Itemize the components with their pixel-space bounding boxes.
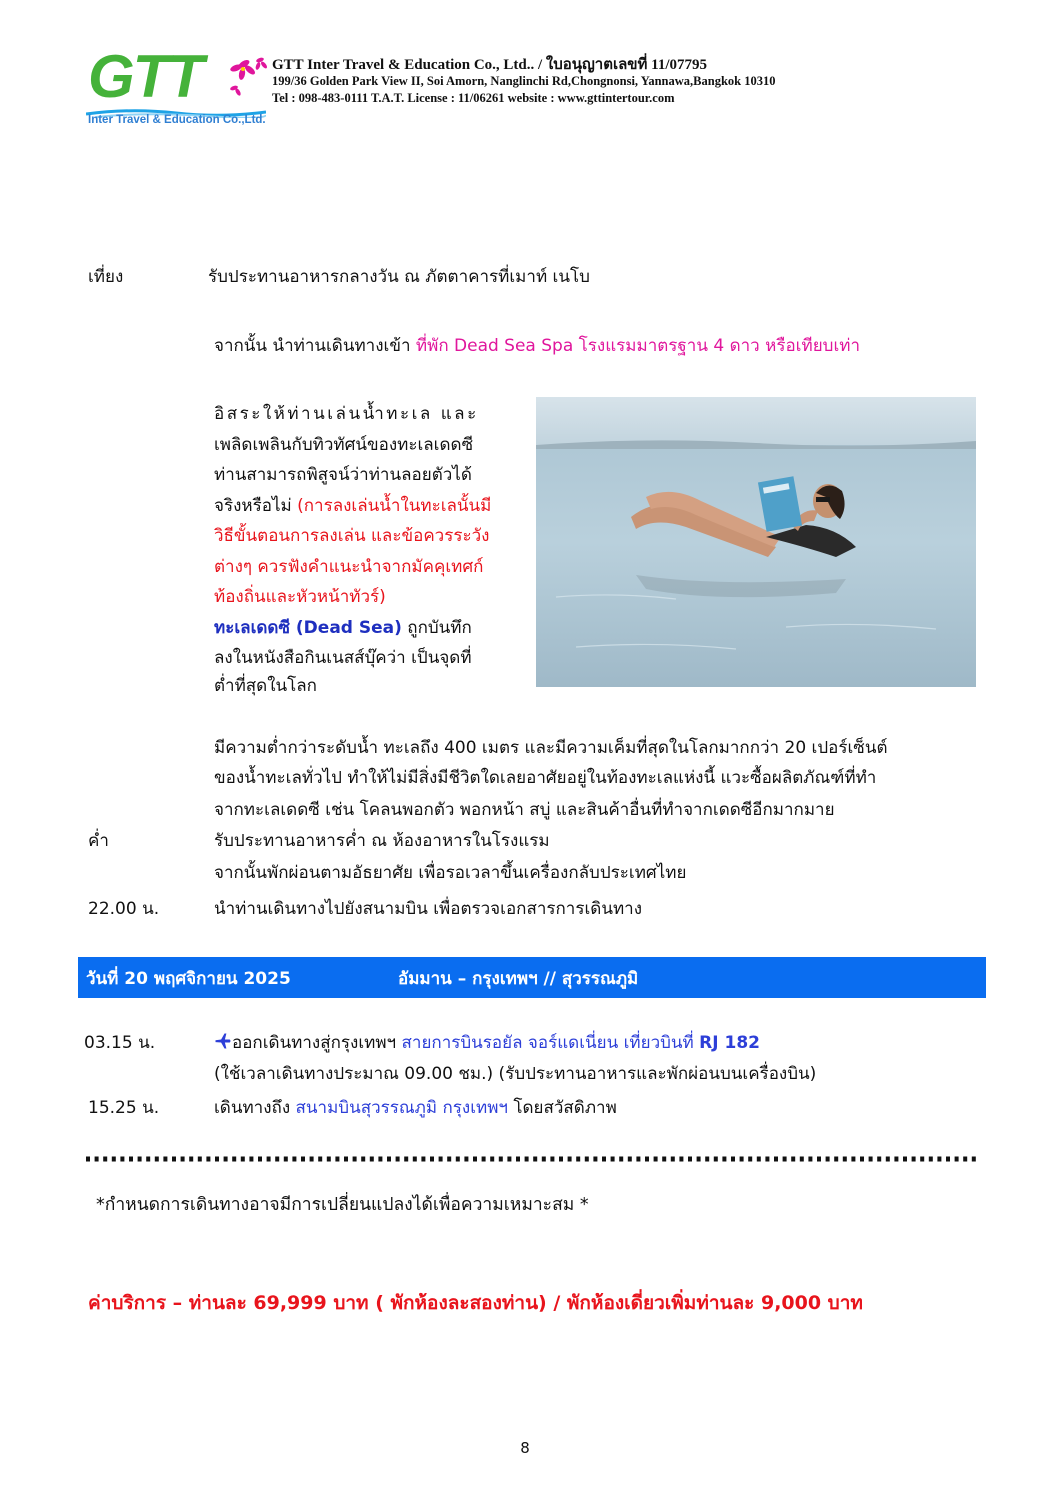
- airline-name: สายการบินรอยัล จอร์แดเนี่ยน เที่ยวบินที่: [401, 1033, 700, 1053]
- dinner-label: ค่ำ: [88, 831, 109, 851]
- duration-note: (ใช้เวลาเดินทางประมาณ 09.00 ชม.) (รับประทานอาหารและพักผ่อนบนเครื่องบิน): [214, 1064, 817, 1084]
- banner-date: วันที่ 20 พฤศจิกายน 2025: [86, 969, 291, 989]
- dinner-text: รับประทานอาหารค่ำ ณ ห้องอาหารในโรงแรม: [214, 831, 550, 851]
- company-name: GTT Inter Travel & Education Co., Ltd.. / ใบอนุญาตเลขที่ 11/07795: [272, 57, 708, 73]
- flight-number: RJ 182: [699, 1033, 760, 1053]
- banner-route: อัมมาน – กรุงเทพฯ // สุวรรณภูมิ: [398, 969, 639, 989]
- dotted-separator: [86, 1154, 980, 1164]
- para-line: ลงในหนังสือกินเนสส์บุ๊คว่า เป็นจุดที่: [214, 648, 472, 668]
- hotel-prefix: จากนั้น นำท่านเดินทางเข้า: [214, 336, 416, 356]
- dead-sea-photo: [536, 397, 976, 687]
- orchid-flower-icon: [214, 52, 272, 98]
- schedule-note: *กำหนดการเดินทางอาจมีการเปลี่ยนแปลงได้เพื่อความเหมาะสม *: [96, 1195, 589, 1215]
- airplane-icon: [214, 1032, 232, 1050]
- depart-prefix: ออกเดินทางสู่กรุงเทพฯ: [232, 1033, 402, 1053]
- logo-subtitle: Inter Travel & Education Co.,Ltd.: [88, 114, 266, 126]
- deadsea-title: ทะเลเดดซี (Dead Sea): [214, 617, 402, 638]
- lunch-label: เที่ยง: [88, 267, 124, 287]
- hotel-highlight: ที่พัก Dead Sea Spa โรงแรมมาตรฐาน 4 ดาว หรือเทียบเท่า: [415, 336, 861, 356]
- para-line: ต่ำที่สุดในโลก: [214, 675, 317, 696]
- para-line: อิสระให้ท่านเล่นน้ำทะเล และ: [214, 404, 479, 424]
- dinner-after: จากนั้นพักผ่อนตามอัธยาศัย เพื่อรอเวลาขึ้นเครื่องกลับประเทศไทย: [214, 863, 687, 883]
- page-number: 8: [520, 1439, 530, 1457]
- time-1525: 15.25 น.: [88, 1098, 160, 1118]
- deadsea-title-line: [214, 613, 524, 644]
- warning-line: ท้องถิ่นและหัวหน้าทัวร์): [214, 587, 386, 607]
- deadsea-full-line: ของน้ำทะเลทั่วไป ทำให้ไม่มีสิ่งมีชีวิตใดเลยอาศัยอยู่ในท้องทะเลแห่งนี้ แวะซื้อผลิตภัณฑ์ที่ทำ: [214, 768, 877, 788]
- dead-sea-paragraph: [214, 399, 524, 698]
- arrive-prefix: เดินทางถึง: [214, 1098, 296, 1118]
- warning-start: (การลงเล่นน้ำในทะเลนั้นมี: [297, 495, 492, 516]
- warning-line: ต่างๆ ควรฟังคำแนะนำจากมัคคุเทศก์: [214, 556, 484, 577]
- company-contact: Tel : 098-483-0111 T.A.T. License : 11/06261 website : www.gttintertour.com: [272, 91, 675, 105]
- time-2200: 22.00 น.: [88, 899, 160, 919]
- arrival-line: [214, 1095, 617, 1121]
- day-banner: [78, 957, 986, 998]
- para-line4-plain: จริงหรือไม่: [214, 495, 298, 516]
- para-line: ท่านสามารถพิสูจน์ว่าท่านลอยตัวได้: [214, 465, 472, 485]
- company-address: 199/36 Golden Park View II, Soi Amorn, Nanglinchi Rd,Chongnonsi, Yannawa,Bangkok 10310: [272, 74, 776, 88]
- para-line: เพลิดเพลินกับทิวทัศน์ของทะเลเดดซี: [214, 434, 474, 455]
- deadsea-full-line: มีความต่ำกว่าระดับน้ำ ทะเลถึง 400 เมตร และมีความเค็มที่สุดในโลกมากกว่า 20 เปอร์เซ็นต์: [214, 738, 888, 758]
- text-2200: นำท่านเดินทางไปยังสนามบิน เพื่อตรวจเอกสารการเดินทาง: [214, 899, 642, 919]
- departure-line: [214, 1030, 760, 1056]
- time-0315: 03.15 น.: [84, 1033, 156, 1053]
- warning-line: วิธีขั้นตอนการลงเล่น และข้อควรระวัง: [214, 526, 490, 546]
- para-line: [214, 491, 524, 522]
- deadsea-line1-rest: ถูกบันทึก: [401, 617, 472, 638]
- arrive-airport: สนามบินสุวรรณภูมิ กรุงเทพฯ: [295, 1098, 508, 1118]
- lunch-text: รับประทานอาหารกลางวัน ณ ภัตตาคารที่เมาท์ เนโบ: [208, 267, 590, 287]
- price-line: ค่าบริการ – ท่านละ 69,999 บาท ( พักห้องละสองท่าน) / พักห้องเดี่ยวเพิ่มท่านละ 9,000 บาท: [88, 1292, 863, 1314]
- logo-text: GTT: [88, 43, 202, 110]
- hotel-line: [214, 333, 860, 359]
- arrive-suffix: โดยสวัสดิภาพ: [507, 1098, 617, 1118]
- deadsea-full-line: จากทะเลเดดซี เช่น โคลนพอกตัว พอกหน้า สบู่ และสินค้าอื่นที่ทำจากเดดซีอีกมากมาย: [214, 800, 835, 820]
- company-logo: [86, 43, 272, 130]
